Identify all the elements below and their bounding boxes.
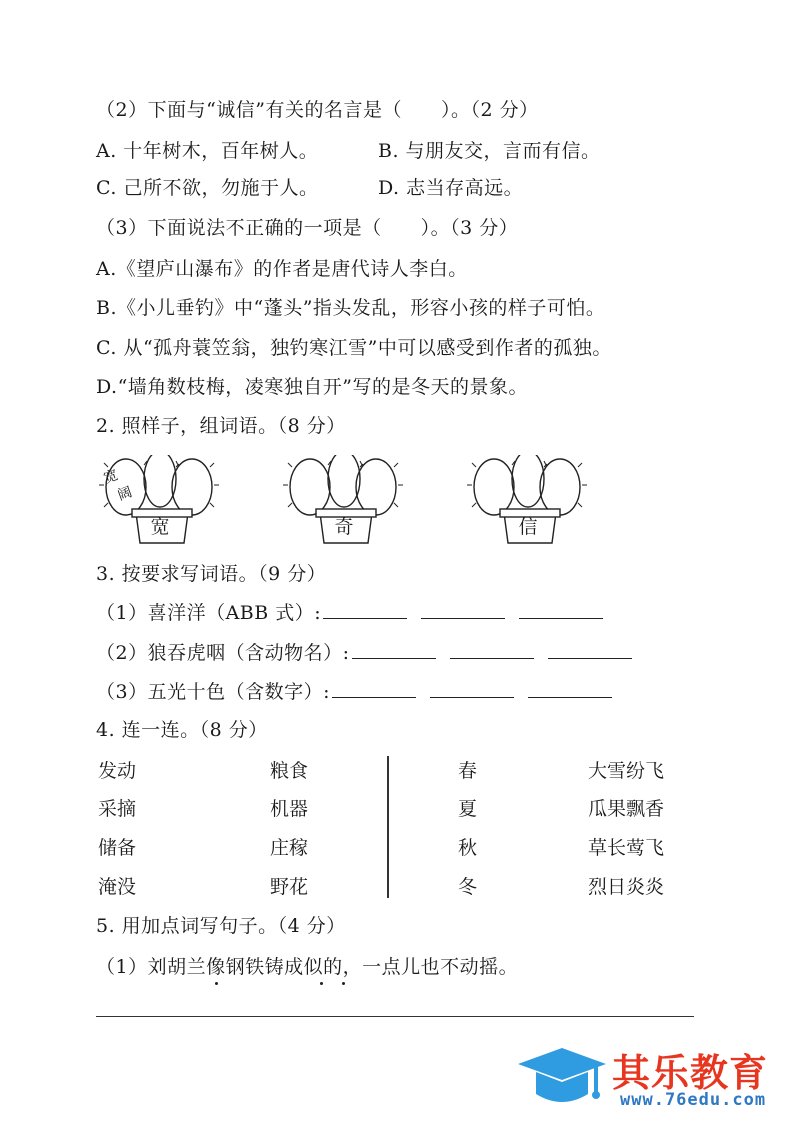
match-col4-1: 瓜果飘香: [588, 798, 665, 820]
pot-char-3: 信: [518, 516, 538, 538]
q-words-title: 2. 照样子，组词语。（8 分）: [96, 415, 346, 437]
match-col2-3: 野花: [270, 876, 309, 898]
q2-sub3-option-a: A.《望庐山瀑布》的作者是唐代诗人李白。: [96, 258, 468, 280]
answer-blank[interactable]: [323, 600, 407, 619]
answer-blank[interactable]: [519, 600, 603, 619]
match-col1-0: 发动: [98, 760, 137, 782]
answer-blank[interactable]: [548, 640, 632, 659]
answer-blank[interactable]: [450, 640, 534, 659]
answer-blank[interactable]: [421, 600, 505, 619]
q-write-title: 3. 按要求写词语。（9 分）: [96, 563, 327, 585]
emphasis-dot: [342, 982, 345, 985]
q-write-item-3-text: （3）五光十色（含数字）:: [96, 681, 330, 703]
match-col1-3: 淹没: [98, 876, 137, 898]
match-col1-2: 储备: [98, 837, 137, 859]
q-sentence-item-1: （1）刘胡兰像钢铁铸成似的，一点儿也不动摇。: [96, 956, 519, 978]
q2-sub2-option-b: B. 与朋友交，言而有信。: [378, 140, 601, 162]
q-write-item-1-text: （1）喜洋洋（ABB 式）:: [96, 602, 322, 624]
match-col4-3: 烈日炎炎: [588, 876, 665, 898]
match-col2-2: 庄稼: [270, 837, 309, 859]
match-col4-2: 草长莺飞: [588, 837, 665, 859]
match-col3-1: 夏: [458, 798, 478, 820]
match-col3-0: 春: [458, 760, 478, 782]
q-write-item-2-text: （2）狼吞虎咽（含动物名）:: [96, 642, 350, 664]
answer-blank[interactable]: [352, 640, 436, 659]
match-col3-3: 冬: [458, 876, 478, 898]
watermark-logo: [512, 1040, 787, 1116]
q-match-title: 4. 连一连。（8 分）: [96, 719, 268, 741]
example-leaf-2: 阔: [115, 484, 135, 504]
emphasis-dot: [320, 982, 323, 985]
match-col3-2: 秋: [458, 837, 478, 859]
answer-blank[interactable]: [332, 679, 416, 698]
match-col2-1: 机器: [270, 798, 309, 820]
example-leaf-1: 宽: [101, 467, 121, 487]
answer-blank[interactable]: [528, 679, 612, 698]
brand-url: www.76edu.com: [620, 1090, 767, 1110]
graduation-cap-icon: [512, 1040, 612, 1116]
q2-sub3-option-d: D.“墙角数枝梅，凌寒独自开”写的是冬天的景象。: [96, 376, 529, 398]
q2-sub2-option-a: A. 十年树木，百年树人。: [96, 140, 319, 162]
q2-sub2-option-c: C. 己所不欲，勿施于人。: [96, 177, 319, 199]
answer-line[interactable]: [96, 1016, 694, 1017]
q-write-item-1: [96, 600, 603, 625]
match-divider: [387, 756, 389, 898]
brand-name: 其乐教育: [612, 1051, 769, 1095]
q2-sub3-option-c: C. 从“孤舟蓑笠翁，独钓寒江雪”中可以感受到作者的孤独。: [96, 337, 612, 359]
q-write-item-2: [96, 640, 632, 665]
q-sentence-title: 5. 用加点词写句子。（4 分）: [96, 915, 346, 937]
q2-sub3-option-b: B.《小儿垂钓》中“蓬头”指头发乱，形容小孩的样子可怕。: [96, 297, 606, 319]
pot-char-1: 宽: [150, 516, 170, 538]
q2-sub2-option-d: D. 志当存高远。: [378, 177, 524, 199]
match-col1-1: 采摘: [98, 798, 137, 820]
q2-sub3-stem: （3）下面说法不正确的一项是（ ）。（3 分）: [96, 217, 519, 239]
pot-char-2: 奇: [334, 516, 354, 538]
q2-sub2-stem: （2）下面与“诚信”有关的名言是（ ）。（2 分）: [96, 99, 539, 121]
answer-blank[interactable]: [430, 679, 514, 698]
q-write-item-3: [96, 679, 612, 704]
match-col4-0: 大雪纷飞: [588, 760, 665, 782]
match-col2-0: 粮食: [270, 760, 309, 782]
emphasis-dot: [215, 982, 218, 985]
